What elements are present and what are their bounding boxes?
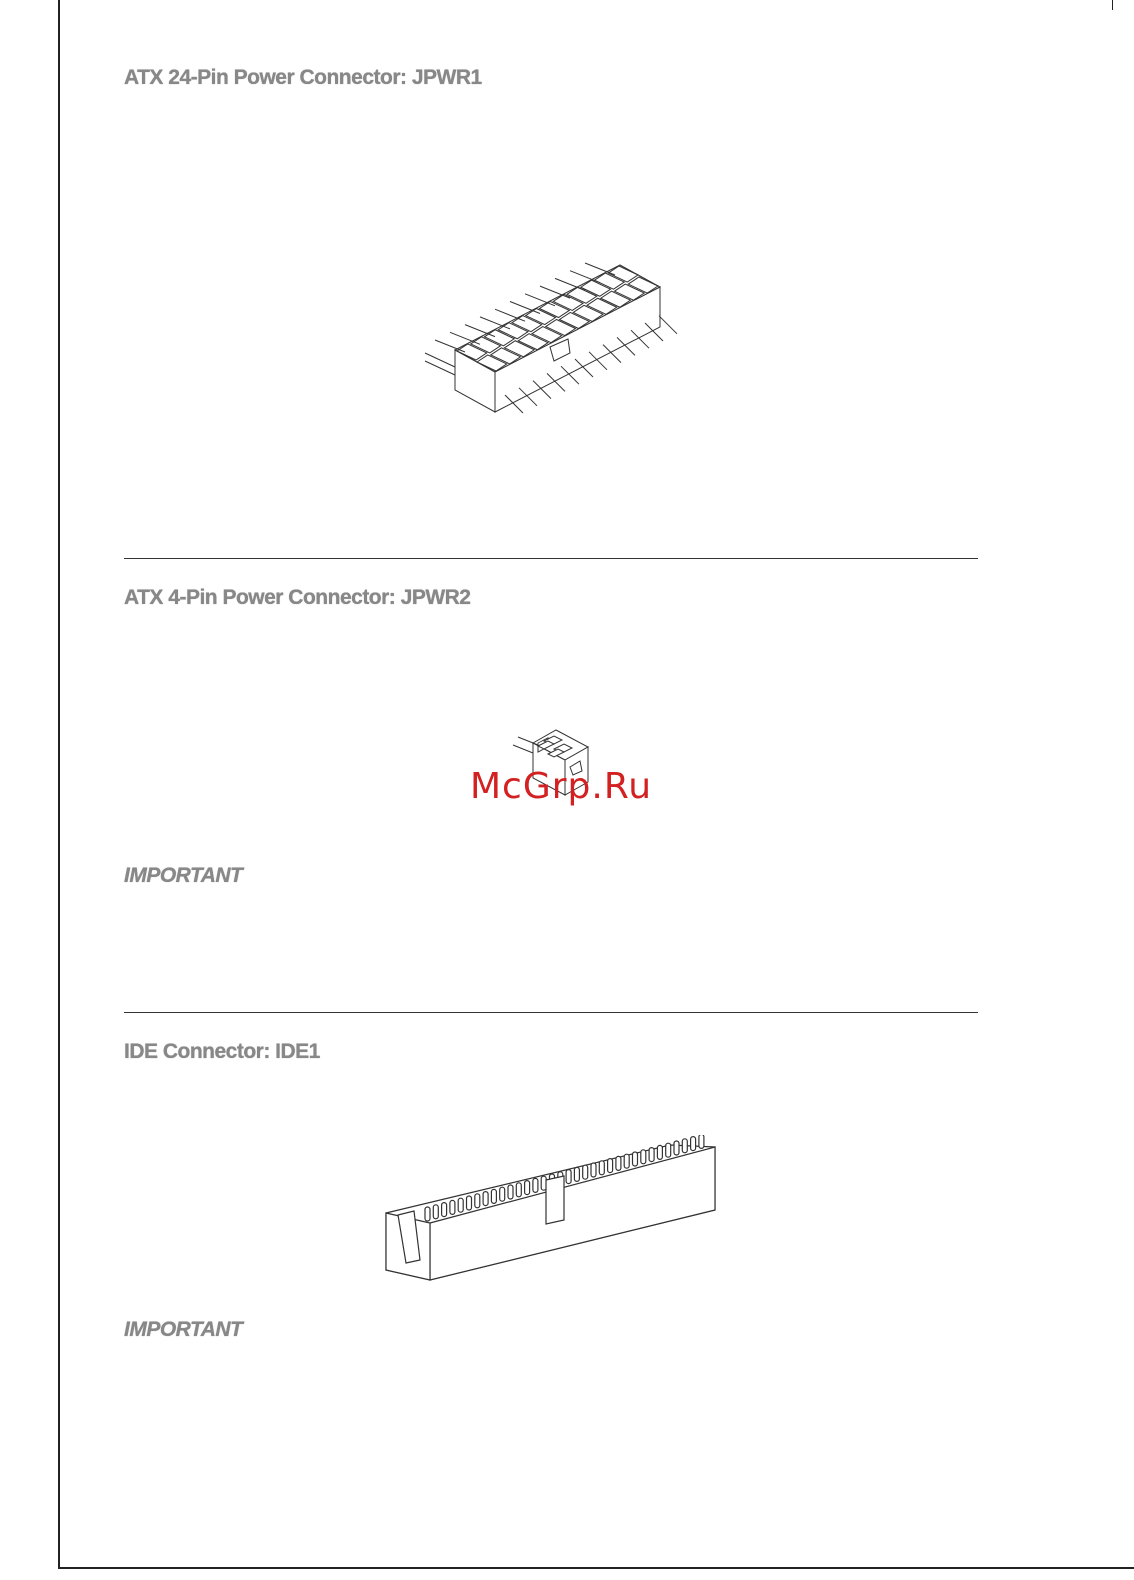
page-border-bottom	[58, 1567, 1134, 1569]
important-label-2: IMPORTANT	[124, 1318, 243, 1341]
ide-connector-icon	[380, 1135, 725, 1285]
section-divider-2	[124, 1012, 978, 1013]
watermark: McGrp.Ru	[470, 766, 653, 807]
important-label-1: IMPORTANT	[124, 864, 243, 887]
section-divider-1	[124, 558, 978, 559]
jpwr2-heading: ATX 4-Pin Power Connector: JPWR2	[124, 586, 471, 609]
page-border-left	[58, 0, 60, 1568]
page-border-tick	[1112, 0, 1113, 10]
ide1-heading: IDE Connector: IDE1	[124, 1040, 320, 1063]
atx-24-pin-connector-icon	[420, 255, 685, 420]
jpwr1-heading: ATX 24-Pin Power Connector: JPWR1	[124, 66, 482, 89]
